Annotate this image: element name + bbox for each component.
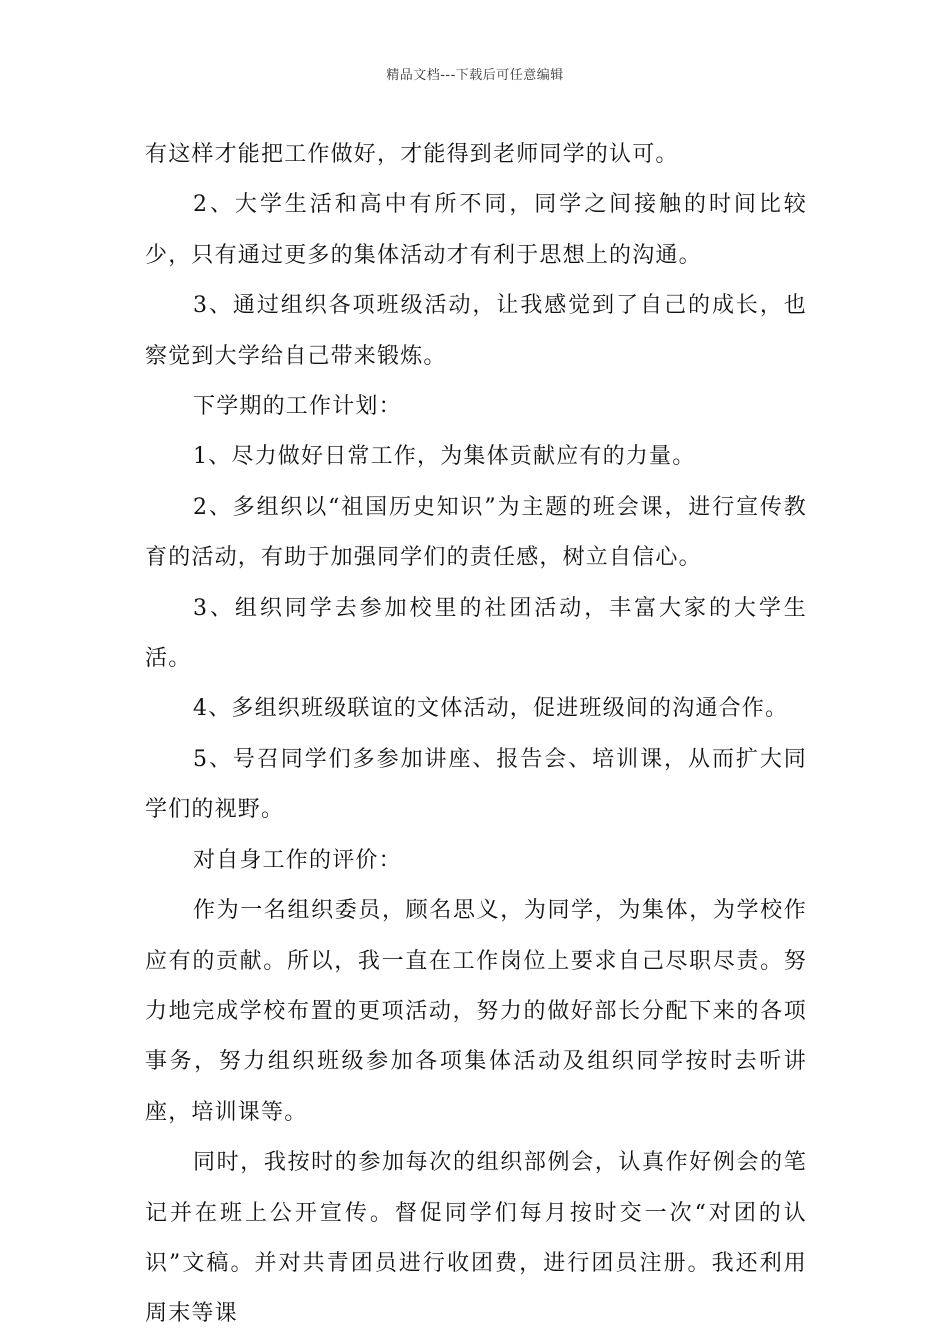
list-item: 5、号召同学们多参加讲座、报告会、培训课，从而扩大同学们的视野。 — [145, 746, 807, 823]
paragraph: 2、大学生活和高中有所不同，同学之间接触的时间比较少，只有通过更多的集体活动才有利于思想上的沟通。 — [145, 192, 807, 268]
list-item: 1、尽力做好日常工作，为集体贡献应有的力量。 — [193, 444, 696, 470]
list-item: 2、多组织以“祖国历史知识”为主题的班会课，进行宣传教育的活动，有助于加强同学们的责任感，树立自信心。 — [145, 494, 807, 571]
list-item: 4、多组织班级联谊的文体活动，促进班级间的沟通合作。 — [193, 696, 789, 722]
page-header: 精品文档---下载后可任意编辑 — [386, 68, 564, 83]
paragraph: 同时，我按时的参加每次的组织部例会，认真作好例会的笔记并在班上公开宣传。督促同学们每月按时交一次“对团的认识”文稿。并对共青团员进行收团费，进行团员注册。我还利用周末等课 — [145, 1150, 807, 1327]
paragraph: 有这样才能把工作做好，才能得到老师同学的认可。 — [145, 142, 679, 167]
document-body — [145, 130, 807, 1340]
paragraph: 3、通过组织各项班级活动，让我感觉到了自己的成长，也察觉到大学给自己带来锻炼。 — [145, 293, 807, 369]
paragraph: 作为一名组织委员，顾名思义，为同学，为集体，为学校作应有的贡献。所以，我一直在工作岗位上要求自己尽职尽责。努力地完成学校布置的更项活动，努力的做好部长分配下来的各项事务，努力组织班级参加各项集体活动及组织同学按时去听讲座，培训课等。 — [145, 898, 807, 1125]
list-item: 3、组织同学去参加校里的社团活动，丰富大家的大学生活。 — [145, 595, 807, 672]
section-heading: 下学期的工作计划： — [193, 394, 402, 420]
section-heading: 对自身工作的评价： — [193, 847, 402, 873]
